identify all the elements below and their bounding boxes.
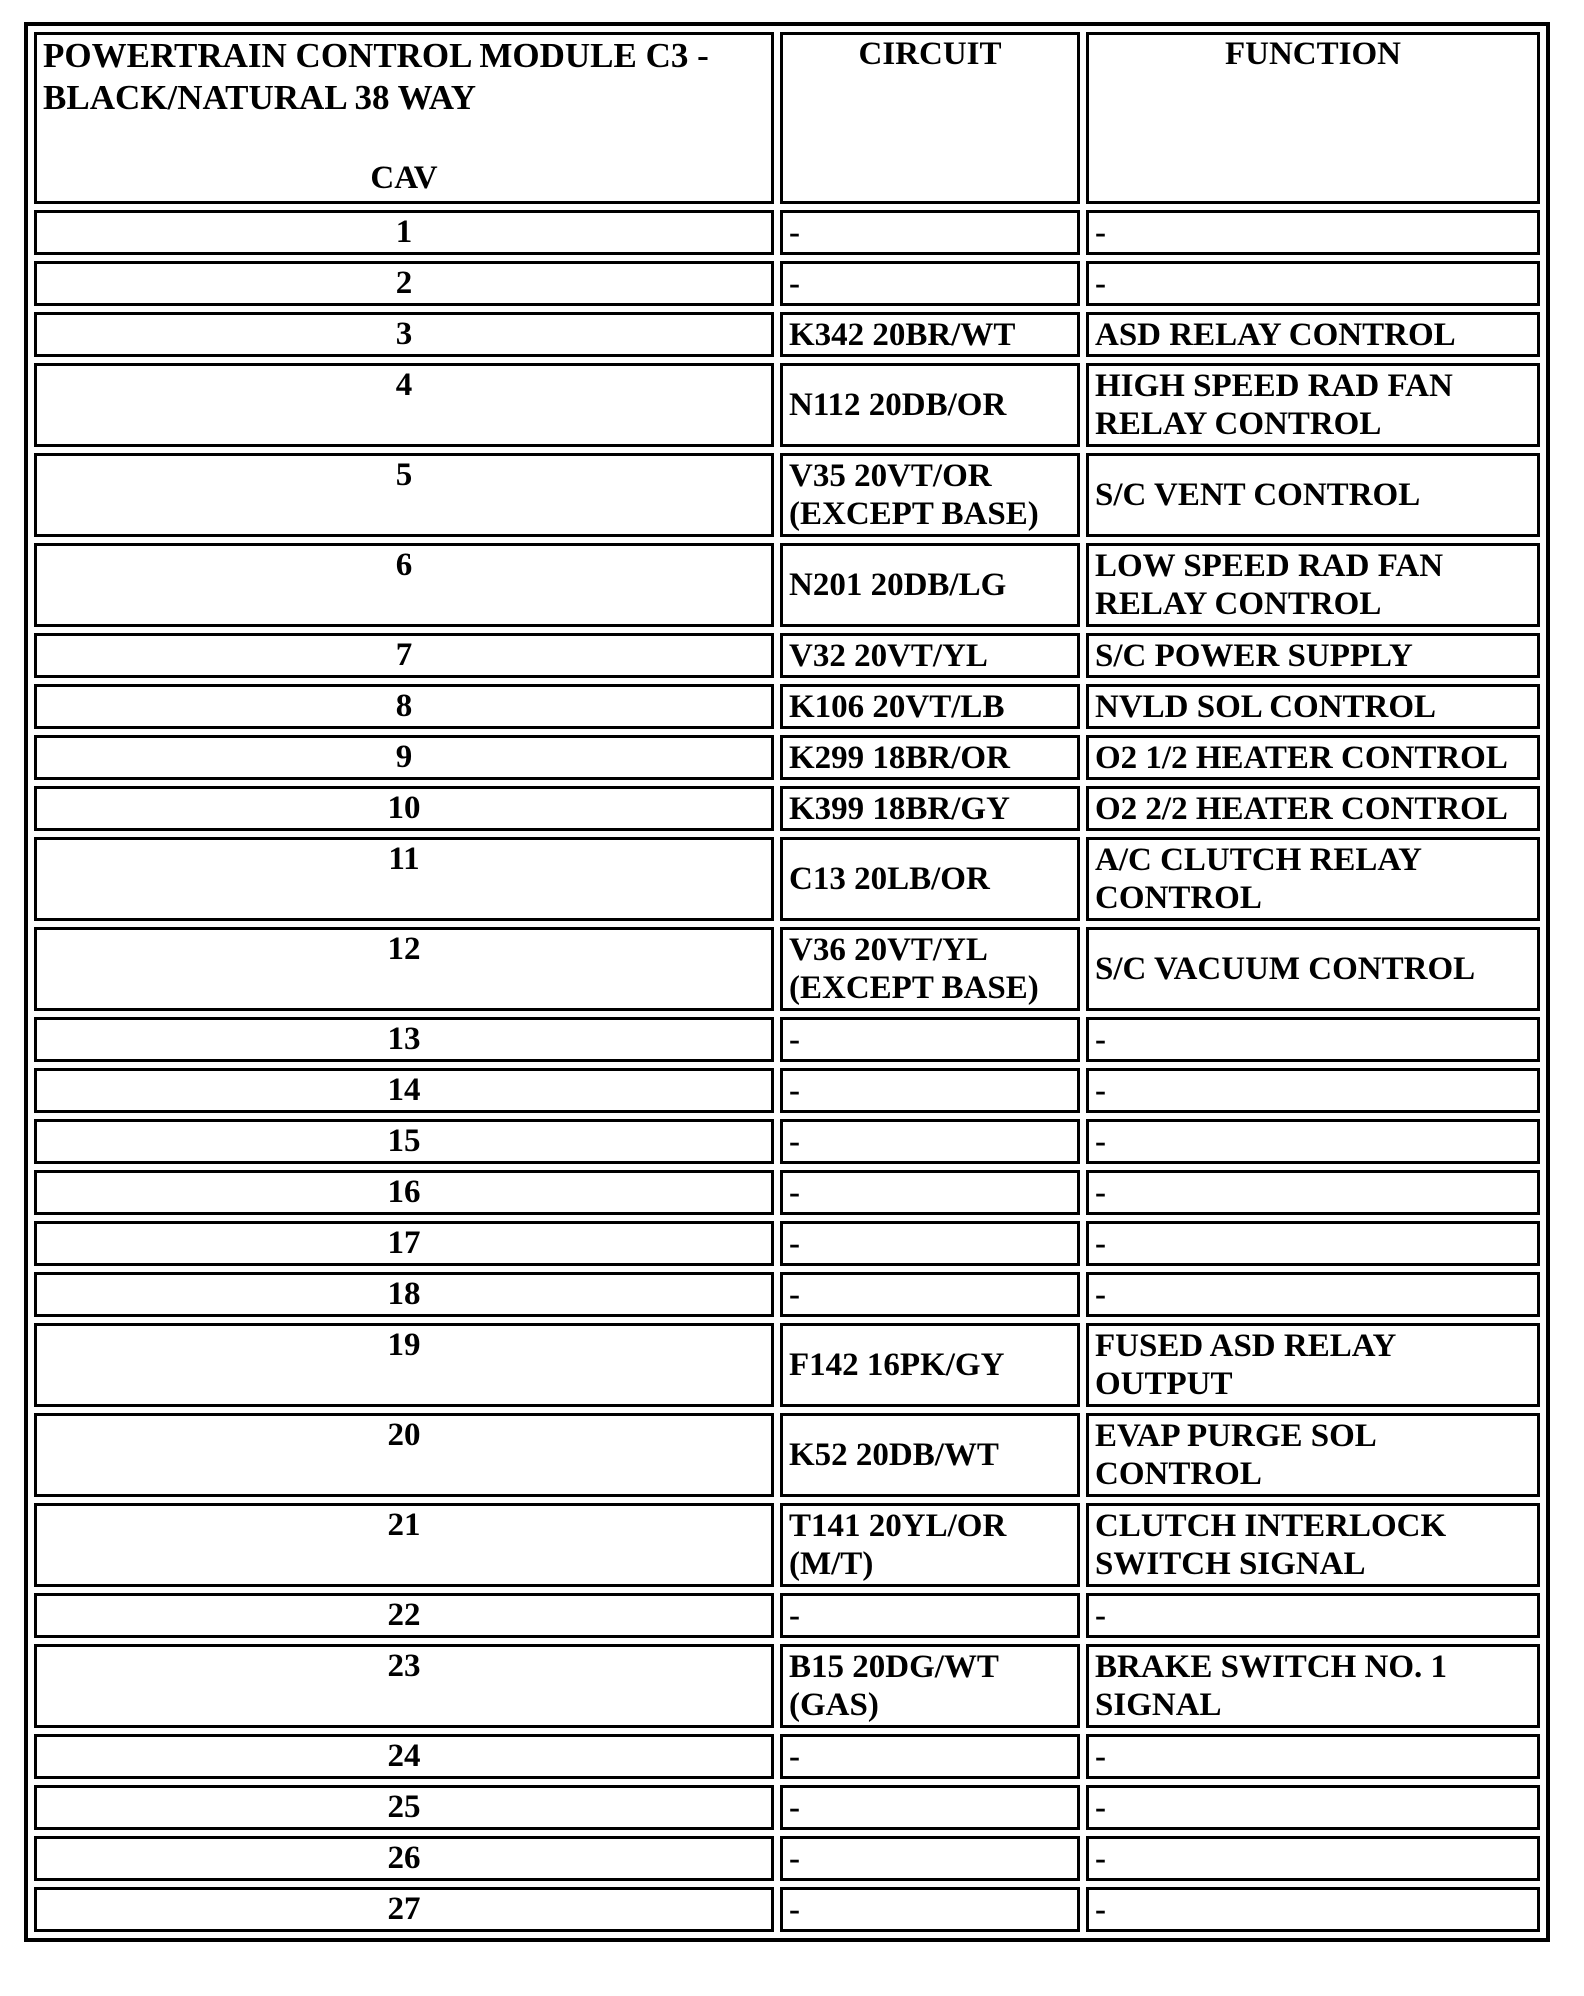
connector-title-line-1: POWERTRAIN CONTROL MODULE C3 - [43,36,709,75]
table-body [34,210,1540,1932]
function-cell: O2 1/2 HEATER CONTROL [1086,735,1540,780]
table-row [34,1068,1540,1113]
function-cell: - [1086,1887,1540,1932]
circuit-cell: - [780,210,1080,255]
table-row [34,1413,1540,1497]
circuit-cell: C13 20LB/OR [780,837,1080,921]
table-row [34,837,1540,921]
table-row [34,1785,1540,1830]
table-row [34,1170,1540,1215]
table-row [34,1323,1540,1407]
table-row [34,453,1540,537]
table-row [34,1887,1540,1932]
cav-cell: 18 [34,1272,774,1317]
cav-cell: 7 [34,633,774,678]
cav-cell: 4 [34,363,774,447]
circuit-cell: - [780,261,1080,306]
table-row [34,261,1540,306]
function-cell: - [1086,261,1540,306]
circuit-cell: - [780,1785,1080,1830]
table-row [34,1503,1540,1587]
cav-cell: 16 [34,1170,774,1215]
function-cell: - [1086,210,1540,255]
function-cell: - [1086,1836,1540,1881]
function-cell: A/C CLUTCH RELAY CONTROL [1086,837,1540,921]
cav-cell: 11 [34,837,774,921]
circuit-cell: V35 20VT/OR (EXCEPT BASE) [780,453,1080,537]
function-cell: - [1086,1272,1540,1317]
cav-cell: 12 [34,927,774,1011]
cav-cell: 1 [34,210,774,255]
circuit-cell: - [780,1017,1080,1062]
circuit-cell: - [780,1593,1080,1638]
cav-cell: 19 [34,1323,774,1407]
circuit-cell: - [780,1170,1080,1215]
circuit-cell: N201 20DB/LG [780,543,1080,627]
connector-title-line-2: BLACK/NATURAL 38 WAY [43,78,477,117]
cav-cell: 23 [34,1644,774,1728]
cav-cell: 21 [34,1503,774,1587]
function-cell: LOW SPEED RAD FAN RELAY CONTROL [1086,543,1540,627]
table-row [34,684,1540,729]
circuit-cell: - [780,1119,1080,1164]
function-cell: NVLD SOL CONTROL [1086,684,1540,729]
function-cell: - [1086,1017,1540,1062]
function-cell: S/C VACUUM CONTROL [1086,927,1540,1011]
function-cell: S/C VENT CONTROL [1086,453,1540,537]
table-header-row [34,32,1540,204]
function-cell: O2 2/2 HEATER CONTROL [1086,786,1540,831]
cav-cell: 10 [34,786,774,831]
function-cell: - [1086,1734,1540,1779]
function-cell: CLUTCH INTERLOCK SWITCH SIGNAL [1086,1503,1540,1587]
cav-cell: 8 [34,684,774,729]
circuit-header: CIRCUIT [780,32,1080,204]
table-row [34,1644,1540,1728]
cav-cell: 9 [34,735,774,780]
function-cell: - [1086,1170,1540,1215]
cav-cell: 5 [34,453,774,537]
table-row [34,1836,1540,1881]
table-row [34,1272,1540,1317]
connector-pinout-table [24,22,1550,1942]
circuit-cell: K299 18BR/OR [780,735,1080,780]
function-cell: BRAKE SWITCH NO. 1 SIGNAL [1086,1644,1540,1728]
cav-cell: 14 [34,1068,774,1113]
circuit-cell: V32 20VT/YL [780,633,1080,678]
cav-cell: 20 [34,1413,774,1497]
cav-column-label: CAV [370,160,438,196]
circuit-cell: K52 20DB/WT [780,1413,1080,1497]
cav-cell: 3 [34,312,774,357]
table-row [34,312,1540,357]
cav-cell: 22 [34,1593,774,1638]
circuit-cell: V36 20VT/YL (EXCEPT BASE) [780,927,1080,1011]
cav-cell: 25 [34,1785,774,1830]
cav-header [34,32,774,204]
circuit-cell: K399 18BR/GY [780,786,1080,831]
table-row [34,1221,1540,1266]
circuit-cell: K106 20VT/LB [780,684,1080,729]
cav-cell: 17 [34,1221,774,1266]
cav-cell: 2 [34,261,774,306]
circuit-cell: - [780,1221,1080,1266]
table-row [34,1593,1540,1638]
function-cell: - [1086,1221,1540,1266]
cav-cell: 15 [34,1119,774,1164]
table-row [34,633,1540,678]
circuit-cell: - [780,1068,1080,1113]
table-row [34,786,1540,831]
function-cell: FUSED ASD RELAY OUTPUT [1086,1323,1540,1407]
circuit-cell: - [780,1272,1080,1317]
table-row [34,363,1540,447]
cav-cell: 6 [34,543,774,627]
circuit-cell: - [780,1887,1080,1932]
cav-cell: 24 [34,1734,774,1779]
table-row [34,210,1540,255]
circuit-cell: F142 16PK/GY [780,1323,1080,1407]
function-cell: - [1086,1068,1540,1113]
function-cell: EVAP PURGE SOL CONTROL [1086,1413,1540,1497]
function-cell: ASD RELAY CONTROL [1086,312,1540,357]
circuit-cell: B15 20DG/WT (GAS) [780,1644,1080,1728]
function-cell: - [1086,1593,1540,1638]
table-row [34,1017,1540,1062]
circuit-cell: - [780,1734,1080,1779]
table-row [34,543,1540,627]
cav-cell: 27 [34,1887,774,1932]
cav-cell: 13 [34,1017,774,1062]
circuit-cell: - [780,1836,1080,1881]
circuit-cell: T141 20YL/OR (M/T) [780,1503,1080,1587]
table-row [34,1734,1540,1779]
function-header: FUNCTION [1086,32,1540,204]
table-row [34,735,1540,780]
function-cell: S/C POWER SUPPLY [1086,633,1540,678]
function-cell: - [1086,1785,1540,1830]
table-row [34,927,1540,1011]
function-cell: - [1086,1119,1540,1164]
function-cell: HIGH SPEED RAD FAN RELAY CONTROL [1086,363,1540,447]
circuit-cell: K342 20BR/WT [780,312,1080,357]
cav-cell: 26 [34,1836,774,1881]
circuit-cell: N112 20DB/OR [780,363,1080,447]
table-row [34,1119,1540,1164]
